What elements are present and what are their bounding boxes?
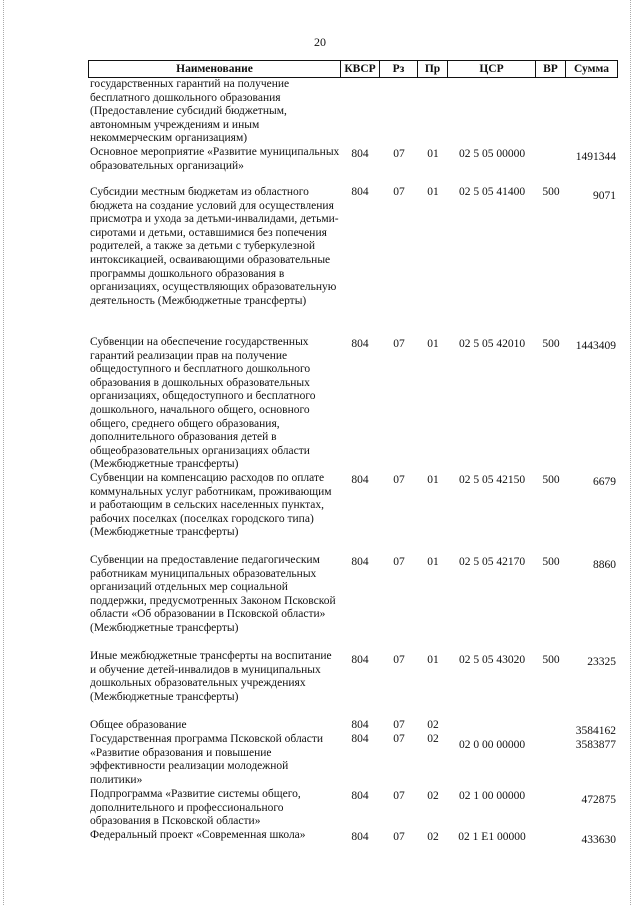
- row-vr: 500: [542, 654, 560, 666]
- row-rz: 07: [393, 719, 405, 731]
- row-name: Субвенции на обеспечение государственных гарантий реализации прав на получение общедоступного и бесплатного дошкольного образования в дошкольных образовательных организациях, общедоступного и бесплатного дошкольного, начального общего, основного общего, среднего общего образования, дополнительного образования детей в общеобразовательных организациях области (Межбюджетные трансферты): [90, 336, 316, 471]
- row-name: Субвенции на предоставление педагогическим работникам муниципальных образовательных организаций отдельных мер социальной поддержки, предусмотренных Законом Псковской области «Об образовании в Псковской области» (Межбюджетные трансферты): [90, 554, 336, 634]
- header-csr: ЦСР: [448, 60, 536, 78]
- row-name: Государственная программа Псковской области «Развитие образования и повышение эффективности реализации молодежной политики»: [90, 733, 324, 786]
- header-pr: Пр: [418, 60, 448, 78]
- row-sum: 23325: [587, 656, 616, 668]
- row-kvsr: 804: [351, 474, 369, 486]
- row-pr: 01: [427, 556, 439, 568]
- row-csr: 02 5 05 42010: [458, 338, 526, 350]
- header-sum: Сумма: [566, 60, 618, 78]
- row-rz: 07: [393, 338, 405, 350]
- row-sum: 472875: [581, 794, 616, 806]
- row-csr: 02 5 05 43020: [458, 654, 526, 666]
- row-csr: 02 5 05 42170: [458, 556, 526, 568]
- row-csr: 02 5 05 00000: [458, 148, 526, 160]
- row-sum: 9071: [593, 190, 616, 202]
- row-pr: 01: [427, 186, 439, 198]
- row-vr: 500: [542, 474, 560, 486]
- row-vr: 500: [542, 338, 560, 350]
- row-pr: 01: [427, 338, 439, 350]
- row-rz: 07: [393, 790, 405, 802]
- row-kvsr: 804: [351, 148, 369, 160]
- row-csr: 02 0 00 00000: [458, 739, 526, 751]
- row-rz: 07: [393, 148, 405, 160]
- row-name: Основное мероприятие «Развитие муниципальных образовательных организаций»: [90, 146, 340, 172]
- left-edge-mark: [3, 0, 5, 905]
- row-kvsr: 804: [351, 338, 369, 350]
- row-name: Субвенции на компенсацию расходов по оплате коммунальных услуг работникам, проживающим и работающим в сельских населенных пунктах, рабочих поселках (поселках городского типа) (Межбюджетные трансферты): [90, 472, 332, 539]
- row-csr: 02 1 00 00000: [458, 790, 526, 802]
- row-pr: 02: [427, 719, 439, 731]
- row-sum: 3583877: [575, 739, 616, 751]
- row-sum: 433630: [581, 834, 616, 846]
- row-pr: 02: [427, 831, 439, 843]
- row-rz: 07: [393, 186, 405, 198]
- row-csr: 02 5 05 42150: [458, 474, 526, 486]
- row-rz: 07: [393, 654, 405, 666]
- row-pr: 02: [427, 733, 439, 745]
- row-csr: 02 1 E1 00000: [458, 831, 526, 843]
- row-kvsr: 804: [351, 654, 369, 666]
- row-sum: 3584162: [575, 725, 616, 737]
- row-pr: 01: [427, 148, 439, 160]
- row-name: Иные межбюджетные трансферты на воспитание и обучение детей-инвалидов в муниципальных дошкольных образовательных учреждениях (Межбюджетные трансферты): [90, 650, 332, 703]
- row-kvsr: 804: [351, 719, 369, 731]
- row-vr: 500: [542, 556, 560, 568]
- row-rz: 07: [393, 474, 405, 486]
- row-name: Общее образование: [90, 719, 187, 731]
- header-rz: Рз: [380, 60, 418, 78]
- row-kvsr: 804: [351, 831, 369, 843]
- row-vr: 500: [542, 186, 560, 198]
- row-rz: 07: [393, 556, 405, 568]
- row-name: Субсидии местным бюджетам из областного бюджета на создание условий для осуществления присмотра и ухода за детьми-инвалидами, детьми-сиротами и детьми, оставшимися без попечения родителей, а также за детьми с туберкулезной интоксикацией, осваивающими образовательные программы дошкольного образования в организациях, осуществляющих образовательную деятельность (Межбюджетные трансферты): [90, 186, 339, 307]
- row-sum: 1443409: [575, 340, 616, 352]
- row-pr: 01: [427, 654, 439, 666]
- row-sum: 6679: [593, 476, 616, 488]
- row-csr: 02 5 05 41400: [458, 186, 526, 198]
- row-sum: 1491344: [575, 151, 616, 163]
- row-rz: 07: [393, 831, 405, 843]
- row-kvsr: 804: [351, 186, 369, 198]
- header-name: Наименование: [88, 60, 340, 78]
- header-vr: ВР: [536, 60, 566, 78]
- row-name: государственных гарантий на получение бесплатного дошкольного образования (Предоставление субсидий бюджетным, автономным учреждениям и иным некоммерческим организациям): [90, 78, 290, 145]
- row-kvsr: 804: [351, 733, 369, 745]
- row-sum: 8860: [593, 559, 616, 571]
- row-pr: 01: [427, 474, 439, 486]
- row-pr: 02: [427, 790, 439, 802]
- page-number: 20: [314, 35, 326, 49]
- row-name: Федеральный проект «Современная школа»: [90, 829, 306, 841]
- row-rz: 07: [393, 733, 405, 745]
- row-name: Подпрограмма «Развитие системы общего, дополнительного и профессионального образования в Псковской области»: [90, 788, 301, 828]
- row-kvsr: 804: [351, 790, 369, 802]
- right-edge-mark: [630, 0, 632, 905]
- header-kvsr: КВСР: [340, 60, 380, 78]
- row-kvsr: 804: [351, 556, 369, 568]
